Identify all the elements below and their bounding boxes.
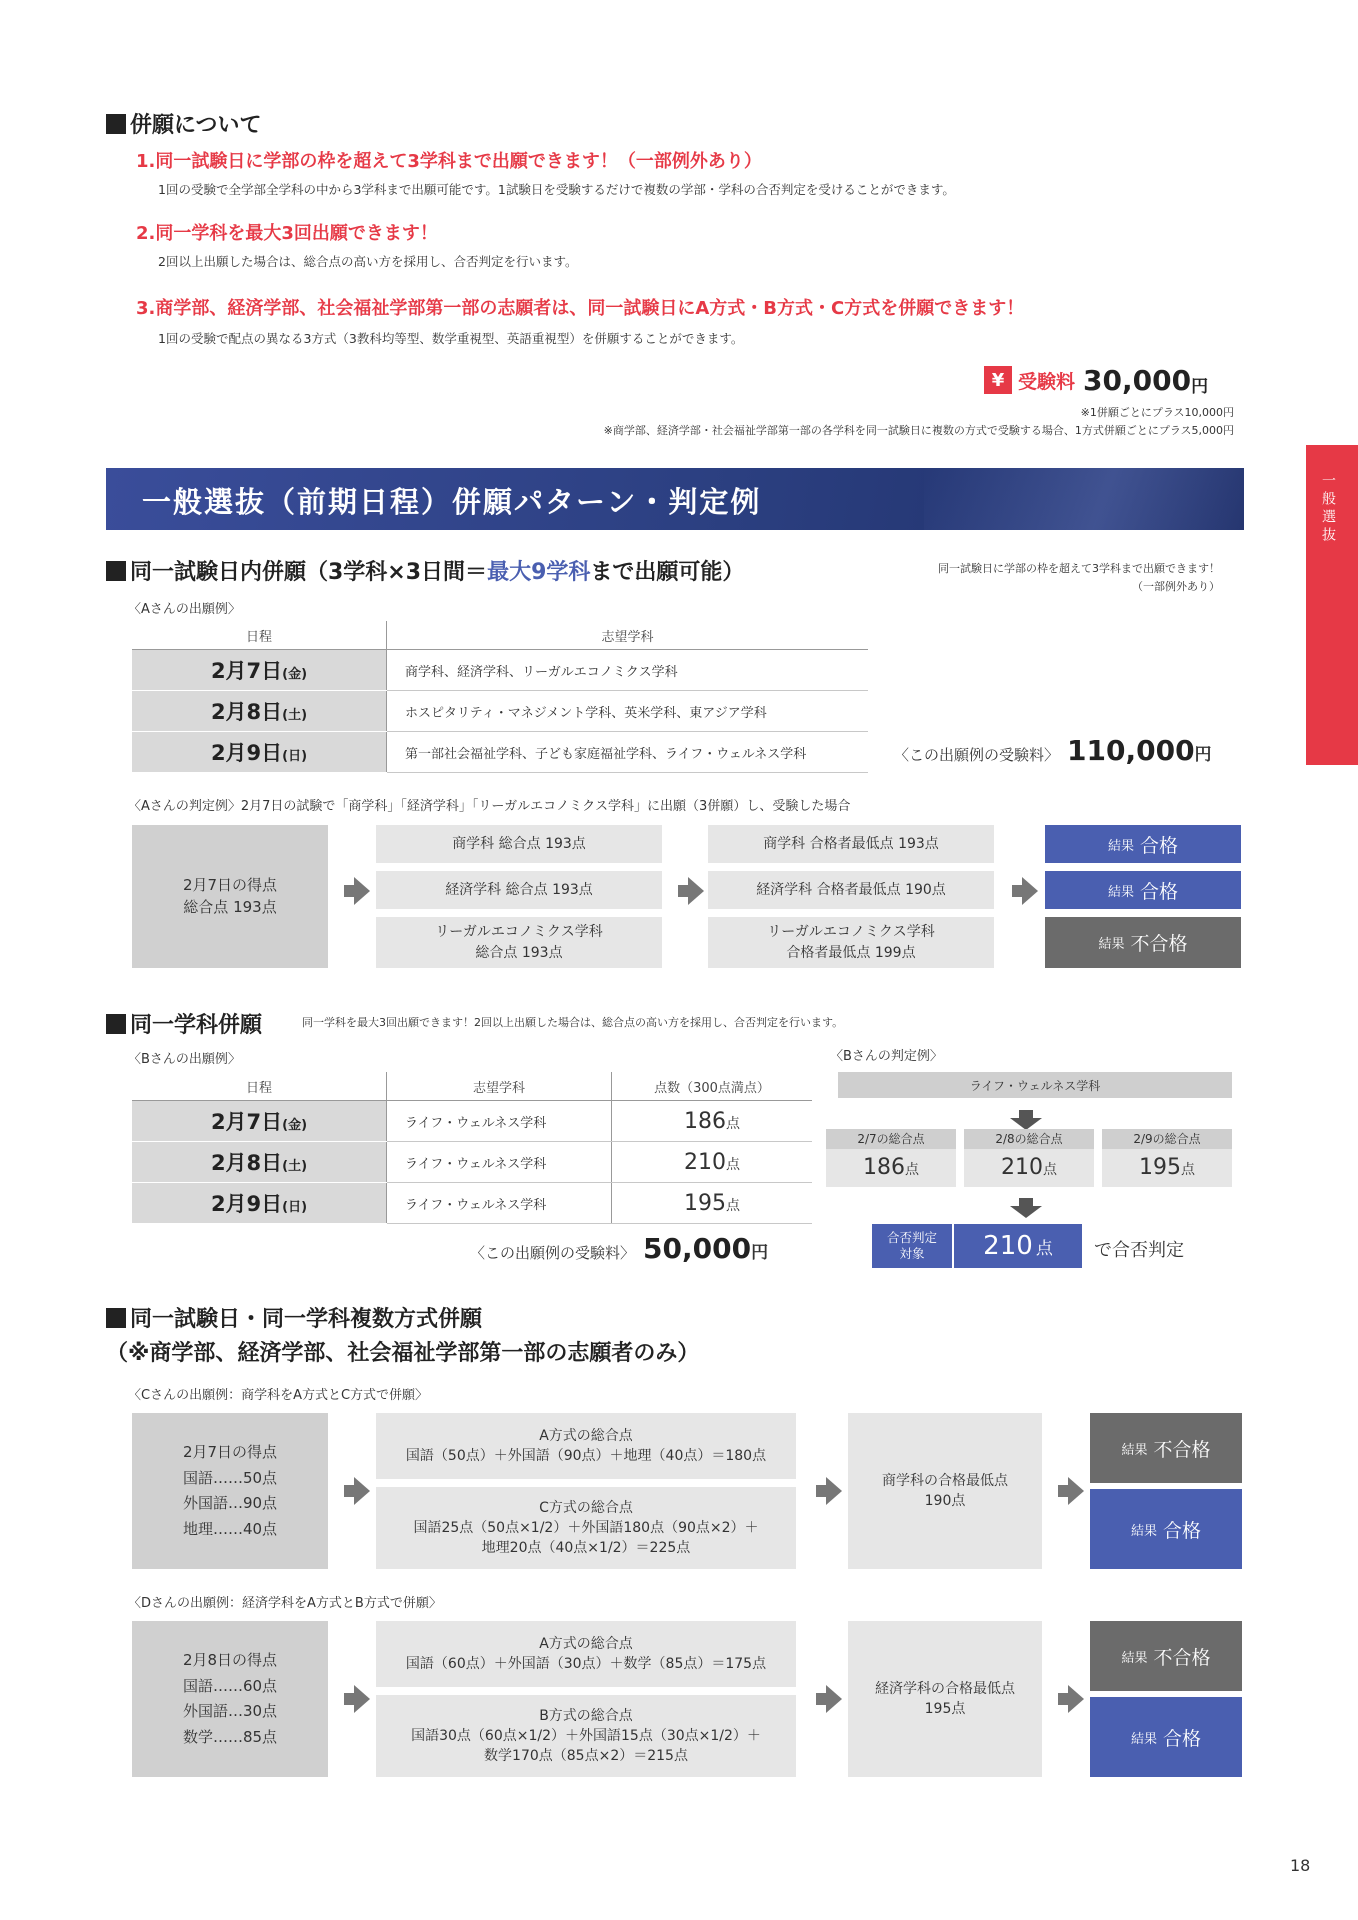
arrow-right-icon bbox=[1068, 1477, 1084, 1505]
table-row bbox=[132, 1183, 812, 1224]
col-header-score: 点数（300点満点） bbox=[612, 1072, 813, 1101]
side-tab[interactable] bbox=[1306, 445, 1358, 765]
judge-col-label: 2/8の総合点 bbox=[964, 1129, 1094, 1149]
judge-col-label: 2/7の総合点 bbox=[826, 1129, 956, 1149]
table-row bbox=[132, 1142, 812, 1183]
heigan-item-3-desc: 1回の受験で配点の異なる3方式（3教科均等型、数学重視型、英語重視型）を併願することができます。 bbox=[158, 331, 744, 346]
schedule-table-b bbox=[132, 1072, 812, 1224]
section-title-multi-method: 同一試験日・同一学科複数方式併願 bbox=[106, 1302, 482, 1333]
row-dept: ホスピタリティ・マネジメント学科、英米学科、東アジア学科 bbox=[387, 691, 869, 732]
row-dept: ライフ・ウェルネス学科 bbox=[387, 1142, 612, 1183]
same-day-side-note: 同一試験日に学部の枠を超えて3学科まで出願できます！ （一部例外あり） bbox=[938, 562, 1220, 593]
exam-fee bbox=[984, 363, 1208, 397]
arrow-right-icon bbox=[354, 877, 370, 905]
col-header-date: 日程 bbox=[132, 1072, 387, 1101]
example-fee-b: 〈この出願例の受験料〉 50,000 円 bbox=[470, 1232, 769, 1265]
row-date: 2月7日(金) bbox=[132, 650, 387, 691]
judge-col bbox=[1102, 1129, 1232, 1189]
judge-label-a: 〈Aさんの判定例〉2月7日の試験で「商学科」「経済学科」「リーガルエコノミクス学科」に出願（3併願）し、受験した場合 bbox=[128, 799, 851, 814]
square-bullet-icon bbox=[106, 561, 126, 581]
section-title-heigan: 併願について bbox=[106, 108, 262, 139]
section-subtitle-multi-method: （※商学部、経済学部、社会福祉学部第一部の志願者のみ） bbox=[106, 1341, 700, 1366]
exam-fee-label: 受験料 bbox=[1018, 370, 1076, 393]
row-date: 2月9日(日) bbox=[132, 732, 387, 773]
judge-col-score: 186点 bbox=[826, 1149, 956, 1187]
table-row bbox=[132, 691, 868, 732]
result-badge-pass: 結果 合格 bbox=[1090, 1697, 1242, 1777]
row-dept: 商学科、経済学科、リーガルエコノミクス学科 bbox=[387, 650, 869, 691]
row-dept: ライフ・ウェルネス学科 bbox=[387, 1101, 612, 1142]
max-nine-highlight: 最大9学科 bbox=[487, 560, 591, 585]
total-box: 経済学科 総合点 193点 bbox=[376, 871, 662, 909]
square-bullet-icon bbox=[106, 1308, 126, 1328]
method-a-box: A方式の総合点 国語（60点）＋外国語（30点）＋数学（85点）＝175点 bbox=[376, 1621, 796, 1687]
heigan-item-2-heading: 2.同一学科を最大3回出願できます！ bbox=[136, 223, 438, 244]
min-score-box-c: 商学科の合格最低点 190点 bbox=[848, 1413, 1042, 1569]
fee-note-1: ※1併願ごとにプラス10,000円 bbox=[1080, 406, 1234, 419]
total-box: 商学科 総合点 193点 bbox=[376, 825, 662, 863]
judge-label-b: 〈Bさんの判定例〉 bbox=[830, 1049, 943, 1064]
yen-icon: ¥ bbox=[984, 366, 1012, 394]
col-header-dept: 志望学科 bbox=[387, 1072, 612, 1101]
arrow-right-icon bbox=[1022, 877, 1038, 905]
score-box-c: 2月7日の得点 国語……50点 外国語…90点 地理……40点 bbox=[132, 1413, 328, 1569]
row-date: 2月8日(土) bbox=[132, 1142, 387, 1183]
score-box-d: 2月8日の得点 国語……60点 外国語…30点 数学……85点 bbox=[132, 1621, 328, 1777]
square-bullet-icon bbox=[106, 1014, 126, 1034]
heigan-item-1-heading: 1.同一試験日に学部の枠を超えて3学科まで出願できます！（一部例外あり） bbox=[136, 151, 762, 172]
example-label-d: 〈Dさんの出願例：経済学科をA方式とB方式で併願〉 bbox=[128, 1596, 442, 1611]
same-dept-side-note: 同一学科を最大3回出願できます！2回以上出願した場合は、総合点の高い方を採用し、合否判定を行います。 bbox=[302, 1016, 844, 1029]
judge-target-label: 合否判定 対象 bbox=[872, 1224, 952, 1268]
arrow-right-icon bbox=[688, 877, 704, 905]
heigan-item-1-desc: 1回の受験で全学部全学科の中から3学科まで出願可能です。1試験日を受験するだけで複数の学部・学科の合否判定を受けることができます。 bbox=[158, 182, 955, 197]
arrow-down-icon bbox=[1010, 1206, 1042, 1218]
banner-decoration bbox=[924, 468, 1244, 530]
page-number: 18 bbox=[1290, 1856, 1311, 1875]
arrow-right-icon bbox=[826, 1477, 842, 1505]
total-box: リーガルエコノミクス学科 総合点 193点 bbox=[376, 917, 662, 968]
result-badge-pass: 結果 合格 bbox=[1090, 1489, 1242, 1569]
row-date: 2月8日(土) bbox=[132, 691, 387, 732]
judge-col bbox=[826, 1129, 956, 1189]
min-score-box-d: 経済学科の合格最低点 195点 bbox=[848, 1621, 1042, 1777]
judge-dept-bar: ライフ・ウェルネス学科 bbox=[838, 1072, 1232, 1098]
square-bullet-icon bbox=[106, 114, 126, 134]
arrow-right-icon bbox=[354, 1477, 370, 1505]
min-score-box: リーガルエコノミクス学科 合格者最低点 199点 bbox=[708, 917, 994, 968]
method-a-box: A方式の総合点 国語（50点）＋外国語（90点）＋地理（40点）＝180点 bbox=[376, 1413, 796, 1479]
min-score-box: 商学科 合格者最低点 193点 bbox=[708, 825, 994, 863]
table-row bbox=[132, 732, 868, 773]
arrow-right-icon bbox=[826, 1685, 842, 1713]
judge-target-suffix: で合否判定 bbox=[1094, 1240, 1184, 1261]
section-title-same-day: 同一試験日内併願（3学科×3日間＝最大9学科まで出願可能） bbox=[106, 555, 744, 586]
row-date: 2月9日(日) bbox=[132, 1183, 387, 1224]
arrow-right-icon bbox=[354, 1685, 370, 1713]
table-row bbox=[132, 650, 868, 691]
heigan-item-2-desc: 2回以上出願した場合は、総合点の高い方を採用し、合否判定を行います。 bbox=[158, 254, 578, 269]
judge-col bbox=[964, 1129, 1094, 1189]
min-score-box: 経済学科 合格者最低点 190点 bbox=[708, 871, 994, 909]
example-label-b: 〈Bさんの出願例〉 bbox=[128, 1052, 241, 1067]
col-header-dept: 志望学科 bbox=[387, 621, 869, 650]
judge-target-score: 210 点 bbox=[954, 1224, 1082, 1268]
row-score: 195点 bbox=[612, 1183, 813, 1224]
judge-col-score: 210点 bbox=[964, 1149, 1094, 1187]
example-fee-a: 〈この出願例の受験料〉 110,000 円 bbox=[894, 734, 1212, 767]
judge-col-score: 195点 bbox=[1102, 1149, 1232, 1187]
banner-title: 一般選抜（前期日程）併願パターン・判定例 bbox=[142, 485, 762, 519]
row-score: 210点 bbox=[612, 1142, 813, 1183]
col-header-date: 日程 bbox=[132, 621, 387, 650]
result-badge-pass: 結果 合格 bbox=[1045, 825, 1241, 863]
heigan-item-3-heading: 3.商学部、経済学部、社会福祉学部第一部の志願者は、同一試験日にA方式・B方式・C方式を併願できます！ bbox=[136, 298, 1025, 319]
row-dept: ライフ・ウェルネス学科 bbox=[387, 1183, 612, 1224]
side-tab-label: 一般選抜 bbox=[1320, 473, 1336, 545]
row-dept: 第一部社会福祉学科、子ども家庭福祉学科、ライフ・ウェルネス学科 bbox=[387, 732, 869, 773]
section-banner bbox=[106, 468, 1244, 530]
exam-fee-unit: 円 bbox=[1191, 376, 1209, 397]
schedule-table-a bbox=[132, 621, 868, 773]
result-badge-fail: 結果 不合格 bbox=[1090, 1621, 1242, 1691]
arrow-right-icon bbox=[1068, 1685, 1084, 1713]
exam-fee-amount: 30,000 bbox=[1083, 363, 1192, 397]
example-label-c: 〈Cさんの出願例：商学科をA方式とC方式で併願〉 bbox=[128, 1388, 429, 1403]
result-badge-pass: 結果 合格 bbox=[1045, 871, 1241, 909]
score-box-a: 2月7日の得点 総合点 193点 bbox=[132, 825, 328, 968]
example-label-a: 〈Aさんの出願例〉 bbox=[128, 602, 241, 617]
row-date: 2月7日(金) bbox=[132, 1101, 387, 1142]
method-c-box: C方式の総合点 国語25点（50点×1/2）＋外国語180点（90点×2）＋ 地理20点（40点×1/2）＝225点 bbox=[376, 1487, 796, 1569]
method-b-box: B方式の総合点 国語30点（60点×1/2）＋外国語15点（30点×1/2）＋ 数学170点（85点×2）＝215点 bbox=[376, 1695, 796, 1777]
judge-col-label: 2/9の総合点 bbox=[1102, 1129, 1232, 1149]
fee-note-2: ※商学部、経済学部・社会福祉学部第一部の各学科を同一試験日に複数の方式で受験する場合、1方式併願ごとにプラス5,000円 bbox=[603, 424, 1234, 437]
result-badge-fail: 結果 不合格 bbox=[1090, 1413, 1242, 1483]
result-badge-fail: 結果 不合格 bbox=[1045, 917, 1241, 968]
table-row bbox=[132, 1101, 812, 1142]
section-title-same-dept: 同一学科併願 bbox=[106, 1008, 262, 1039]
row-score: 186点 bbox=[612, 1101, 813, 1142]
